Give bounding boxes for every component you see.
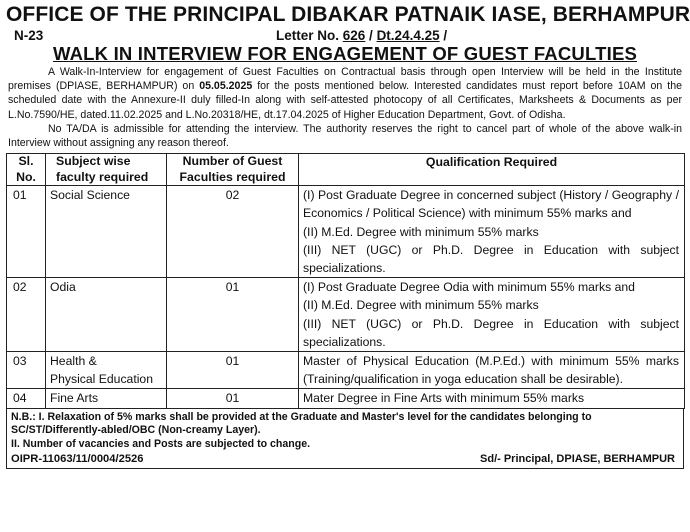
notice-page bbox=[6, 3, 690, 522]
signature: Sd/- Principal, DPIASE, BERHAMPUR bbox=[480, 453, 675, 466]
table-row bbox=[7, 278, 685, 352]
office-title: OFFICE OF THE PRINCIPAL DIBAKAR PATNAIK IASE, BERHAMPUR bbox=[6, 3, 690, 26]
header-sl: Sl. No. bbox=[7, 154, 46, 186]
qualification-line: (III) NET (UGC) or Ph.D. Degree in Education with subject specializations. bbox=[303, 316, 679, 349]
row-sl: 03 bbox=[7, 352, 46, 389]
letter-prefix: Letter No. bbox=[276, 28, 343, 43]
qualification-line: (I) Post Graduate Degree in concerned subject (History / Geography / Economics / Political Science) with minimum 55% marks and bbox=[303, 188, 679, 221]
notes-box bbox=[6, 409, 684, 469]
interview-date: 05.05.2025 bbox=[199, 80, 253, 93]
qualification-line: (I) Post Graduate Degree Odia with minimum 55% marks and bbox=[303, 280, 635, 295]
row-count: 01 bbox=[167, 352, 299, 389]
qualification-line: (II) M.Ed. Degree with minimum 55% marks bbox=[303, 224, 539, 239]
letter-number bbox=[276, 27, 447, 44]
qualification-line: (III) NET (UGC) or Ph.D. Degree in Education with subject specializations. bbox=[303, 242, 679, 276]
table-header-row bbox=[7, 154, 685, 186]
intro-p1 bbox=[8, 65, 682, 122]
row-sl: 04 bbox=[7, 389, 46, 408]
row-sl: 01 bbox=[7, 186, 46, 278]
letter-sep: / bbox=[365, 28, 377, 43]
row-qualification bbox=[299, 389, 685, 408]
letter-no: 626 bbox=[342, 28, 366, 43]
qualification-line: (II) M.Ed. Degree with minimum 55% marks bbox=[303, 298, 539, 313]
notice-code: N-23 bbox=[14, 28, 44, 43]
row-subject: Fine Arts bbox=[46, 389, 167, 408]
letter-suffix: / bbox=[439, 28, 448, 43]
row-subject: Social Science bbox=[46, 186, 167, 278]
qualification-line: Mater Degree in Fine Arts with minimum 55% marks bbox=[303, 391, 585, 406]
posts-table bbox=[6, 153, 685, 408]
row-count: 01 bbox=[167, 278, 299, 352]
intro-p2: No TA/DA is admissible for attending the interview. The authority reserves the right to cancel part of whole of the above walk-in Interview without assigning any reason thereof. bbox=[8, 122, 682, 150]
letter-date: Dt.24.4.25 bbox=[376, 28, 440, 43]
table-row bbox=[7, 186, 685, 278]
qualification-line: Master of Physical Education (M.P.Ed.) with minimum 55% marks (Training/qualification in yoga education shall be desirable). bbox=[303, 354, 679, 387]
note-relaxation: N.B.: I. Relaxation of 5% marks shall be provided at the Graduate and Master's level for the candidates belonging to SC/ST/Differently-abled/OBC (Non-creamy Layer). bbox=[11, 410, 592, 437]
notice-subtitle: WALK IN INTERVIEW FOR ENGAGEMENT OF GUEST FACULTIES bbox=[52, 43, 638, 64]
intro-p1-b: for the posts mentioned below. Interested candidates must report before 10AM on the scheduled date with the Annexure-II duly filled-In along with self-attested photocopy of all Certificates, Marksheets & Documents as per L.No.7590/HE, dated.11.02.2025 and L.No.20318/HE, dt.17.04.2025 of Higher Education Department, Govt. of Odisha. bbox=[8, 80, 682, 121]
table-row bbox=[7, 389, 685, 408]
note-vacancies: II. Number of vacancies and Posts are subjected to change. bbox=[11, 437, 311, 450]
header-count: Number of Guest Faculties required bbox=[167, 154, 299, 186]
row-qualification bbox=[299, 186, 685, 278]
row-qualification bbox=[299, 352, 685, 389]
intro-p1-a: A Walk-In-Interview for engagement of Guest Faculties on Contractual basis through open Interview will be held in the Institute premises (DPIASE, BERHAMPUR) on bbox=[8, 66, 682, 93]
row-count: 01 bbox=[167, 389, 299, 408]
table-row bbox=[7, 352, 685, 389]
oipr-number: OIPR-11063/11/0004/2526 bbox=[11, 453, 144, 466]
row-subject: Health & Physical Education bbox=[46, 352, 167, 389]
row-subject: Odia bbox=[46, 278, 167, 352]
header-subject: Subject wise faculty required bbox=[46, 154, 167, 186]
row-sl: 02 bbox=[7, 278, 46, 352]
row-qualification bbox=[299, 278, 685, 352]
row-count: 02 bbox=[167, 186, 299, 278]
reference-line bbox=[6, 27, 684, 44]
header-qualification: Qualification Required bbox=[299, 154, 685, 186]
intro-paragraph bbox=[8, 65, 682, 150]
